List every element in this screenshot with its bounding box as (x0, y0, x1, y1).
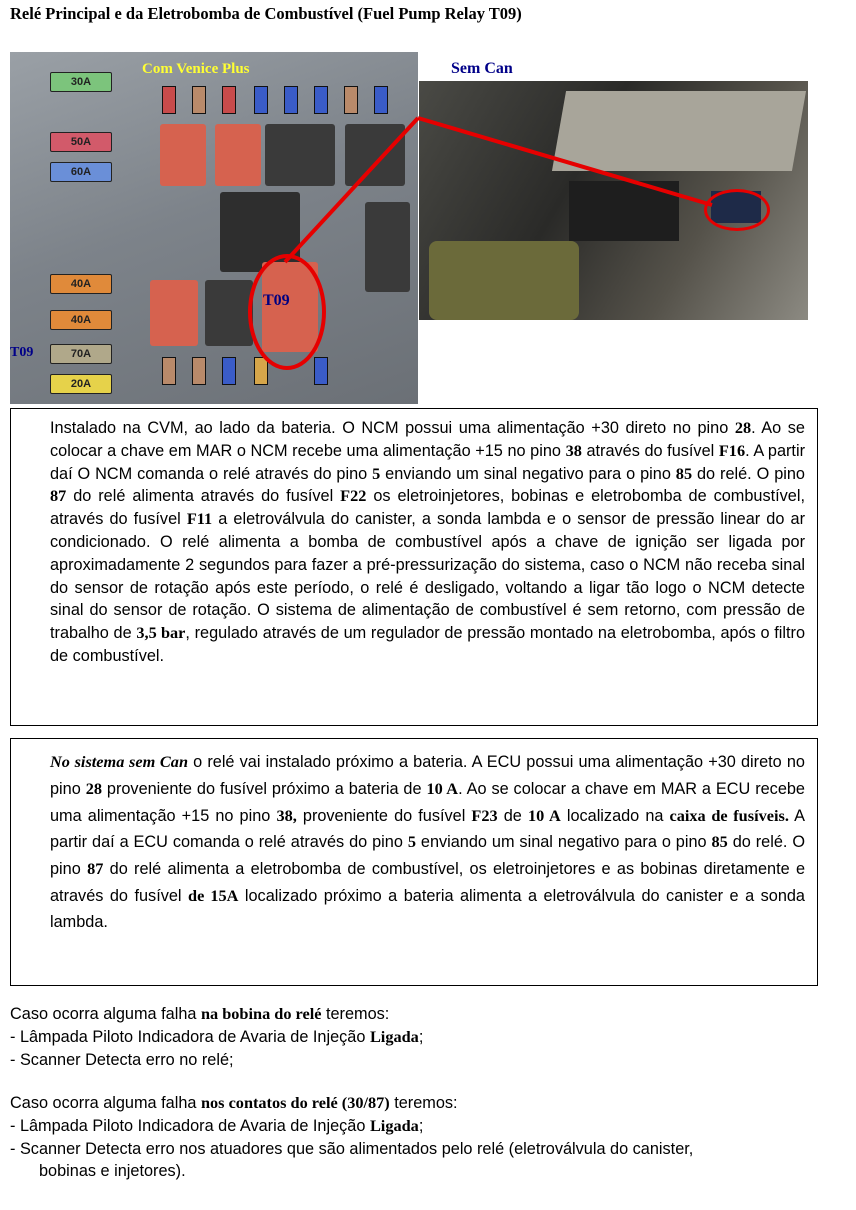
emphasis-text: de 15A (188, 885, 239, 905)
emphasis-text: Ligada (369, 1115, 419, 1135)
fuse-left-2: 60A (50, 162, 112, 182)
relay-2 (215, 124, 261, 186)
body-text: através do fusível (581, 441, 719, 460)
emphasis-text: caixa de fusíveis. (669, 805, 789, 825)
bracket-plate (552, 91, 806, 171)
relay-1 (160, 124, 206, 186)
emphasis-text: F11 (186, 509, 213, 529)
emphasis-text: 87 (50, 486, 67, 506)
page-title: Relé Principal e da Eletrobomba de Combustível (Fuel Pump Relay T09) (10, 4, 522, 23)
emphasis-text: F23 (471, 805, 498, 825)
fuse-left-3: 40A (50, 274, 112, 294)
fuse-left-5: 70A (50, 344, 112, 364)
failure-coil-item-0 (10, 1026, 856, 1049)
body-text: - Scanner Detecta erro no relé; (10, 1050, 234, 1069)
emphasis-text: 10 A (527, 805, 561, 825)
emphasis-text: 38, (276, 805, 297, 825)
relay-4 (345, 124, 405, 186)
emphasis-text: F16 (718, 440, 746, 460)
emphasis-text: 10 A (426, 778, 459, 798)
fusebox-label-venice: Com Venice Plus (142, 61, 250, 77)
body-text: do relé. O pino (692, 464, 805, 483)
emphasis-text: F22 (340, 486, 367, 506)
emphasis-text: 85 (675, 463, 693, 483)
failure-contacts-item-1 (10, 1138, 856, 1161)
body-text: Caso ocorra alguma falha (10, 1005, 201, 1023)
body-text: ; (418, 1027, 424, 1046)
battery (429, 241, 579, 320)
emphasis-text: 85 (711, 832, 728, 852)
emphasis-text: 5 (407, 832, 416, 852)
description-box-sem-can (10, 738, 818, 986)
fuse-left-6: 20A (50, 374, 112, 394)
body-text: enviando um sinal negativo para o pino (380, 464, 676, 483)
mini-fuse-bottom-1 (192, 357, 206, 385)
mini-fuse-bottom-4 (314, 357, 328, 385)
relay-5 (150, 280, 198, 346)
emphasis-text: 5 (372, 463, 381, 483)
body-text: de (497, 806, 528, 825)
emphasis-text: No sistema sem Can (50, 752, 188, 771)
description-box-cvm (10, 408, 818, 726)
relay-6 (205, 280, 253, 346)
mini-fuse-top-1 (192, 86, 206, 114)
failure-list-coil (10, 1003, 856, 1071)
t09-relay-label: T09 (263, 292, 290, 309)
body-text: a eletroválvula do canister, a sonda lambda e o sensor de pressão linear do ar condicionado. O relé alimenta a bomba de combustível após a chave de ignição ser ligada por aproximadamente 2 segundos para fazer a pré-pressurização do sistema, caso o NCM não receba sinal do sensor de rotação após este período, o relé é desligado, voltando a ligar tão logo o NCM detecte sinal do sensor de rotação. O sistema de alimentação de combustível é sem retorno, com pressão de trabalho de (50, 510, 805, 643)
failure-coil-intro (10, 1003, 856, 1026)
relay-3 (265, 124, 335, 186)
body-text: enviando um sinal negativo para o pino (415, 833, 712, 852)
t09-highlight-ellipse (248, 254, 326, 370)
emphasis-text: 38 (565, 440, 582, 460)
body-text: Caso ocorra alguma falha (10, 1094, 201, 1112)
body-text: . A partir daí O NCM comanda o relé através do pino (50, 441, 805, 483)
body-text: teremos: (321, 1005, 390, 1023)
mini-fuse-bottom-0 (162, 357, 176, 385)
description-cvm-text (50, 417, 805, 668)
failure-contacts-item-0 (10, 1115, 856, 1138)
mini-fuse-top-3 (254, 86, 268, 114)
failure-list-contacts (10, 1092, 856, 1183)
emphasis-text: 28 (85, 778, 102, 798)
fuse-left-1: 50A (50, 132, 112, 152)
description-sem-can-text (50, 749, 805, 936)
body-text: proveniente do fusível (296, 806, 472, 825)
body-text: Instalado na CVM, ao lado da bateria. O NCM possui uma alimentação +30 direto no pino (50, 419, 735, 437)
body-text: do relé. O pino (50, 833, 805, 879)
emphasis-text: 3,5 bar (136, 623, 186, 643)
body-text: o relé vai instalado próximo a bateria. A ECU possui uma alimentação +30 direto no pino (50, 753, 805, 798)
relay-circle (704, 189, 770, 231)
fuse-left-0: 30A (50, 72, 112, 92)
mini-fuse-top-5 (314, 86, 328, 114)
fusebox-label-t09-left: T09 (10, 345, 34, 360)
emphasis-text: 87 (87, 859, 104, 879)
body-text: teremos: (389, 1094, 458, 1112)
body-text: do relé alimenta a eletrobomba de combustível, os eletroinjetores e as bobinas diretamente e através do fusível (50, 860, 806, 905)
body-text: os eletroinjetores, bobinas e eletrobomba de combustível, através do fusível (50, 487, 805, 529)
mini-fuse-top-2 (222, 86, 236, 114)
failure-contacts-item-2 (10, 1160, 856, 1183)
body-text: . Ao se colocar a chave em MAR a ECU recebe uma alimentação +15 no pino (50, 779, 805, 825)
body-text: , regulado através de um regulador de pressão montado na eletrobomba, após o filtro de combustível. (50, 624, 805, 665)
mini-fuse-top-0 (162, 86, 176, 114)
semcan-label: Sem Can (451, 60, 513, 77)
emphasis-text: na bobina do relé (200, 1004, 322, 1023)
body-text: - Scanner Detecta erro nos atuadores que são alimentados pelo relé (eletroválvula do canister, (10, 1139, 694, 1158)
body-text: . Ao se colocar a chave em MAR o NCM recebe uma alimentação +15 no pino (50, 419, 805, 460)
body-text: A partir daí a ECU comanda o relé através do pino (50, 806, 805, 852)
body-text: bobinas e injetores). (39, 1162, 186, 1181)
fusebox-photo (10, 52, 418, 404)
failure-contacts-intro (10, 1092, 856, 1115)
semcan-photo (419, 81, 808, 320)
body-text: localizado na (560, 806, 670, 825)
relay-7 (365, 202, 410, 292)
body-text: - Lâmpada Piloto Indicadora de Avaria de Injeção (10, 1027, 370, 1046)
body-text: proveniente do fusível próximo a bateria de (101, 779, 427, 798)
relay-block (569, 181, 679, 241)
emphasis-text: nos contatos do relé (30/87) (200, 1093, 390, 1112)
mini-fuse-top-6 (344, 86, 358, 114)
fuse-left-4: 40A (50, 310, 112, 330)
emphasis-text: 28 (734, 418, 752, 437)
body-text: localizado próximo a bateria alimenta a eletroválvula do canister e a sonda lambda. (50, 886, 805, 931)
body-text: ; (418, 1116, 424, 1135)
mini-fuse-bottom-2 (222, 357, 236, 385)
body-text: do relé alimenta através do fusível (66, 487, 341, 506)
emphasis-text: Ligada (369, 1026, 419, 1046)
failure-coil-item-1 (10, 1049, 856, 1072)
mini-fuse-top-4 (284, 86, 298, 114)
body-text: - Lâmpada Piloto Indicadora de Avaria de Injeção (10, 1116, 370, 1135)
mini-fuse-top-7 (374, 86, 388, 114)
